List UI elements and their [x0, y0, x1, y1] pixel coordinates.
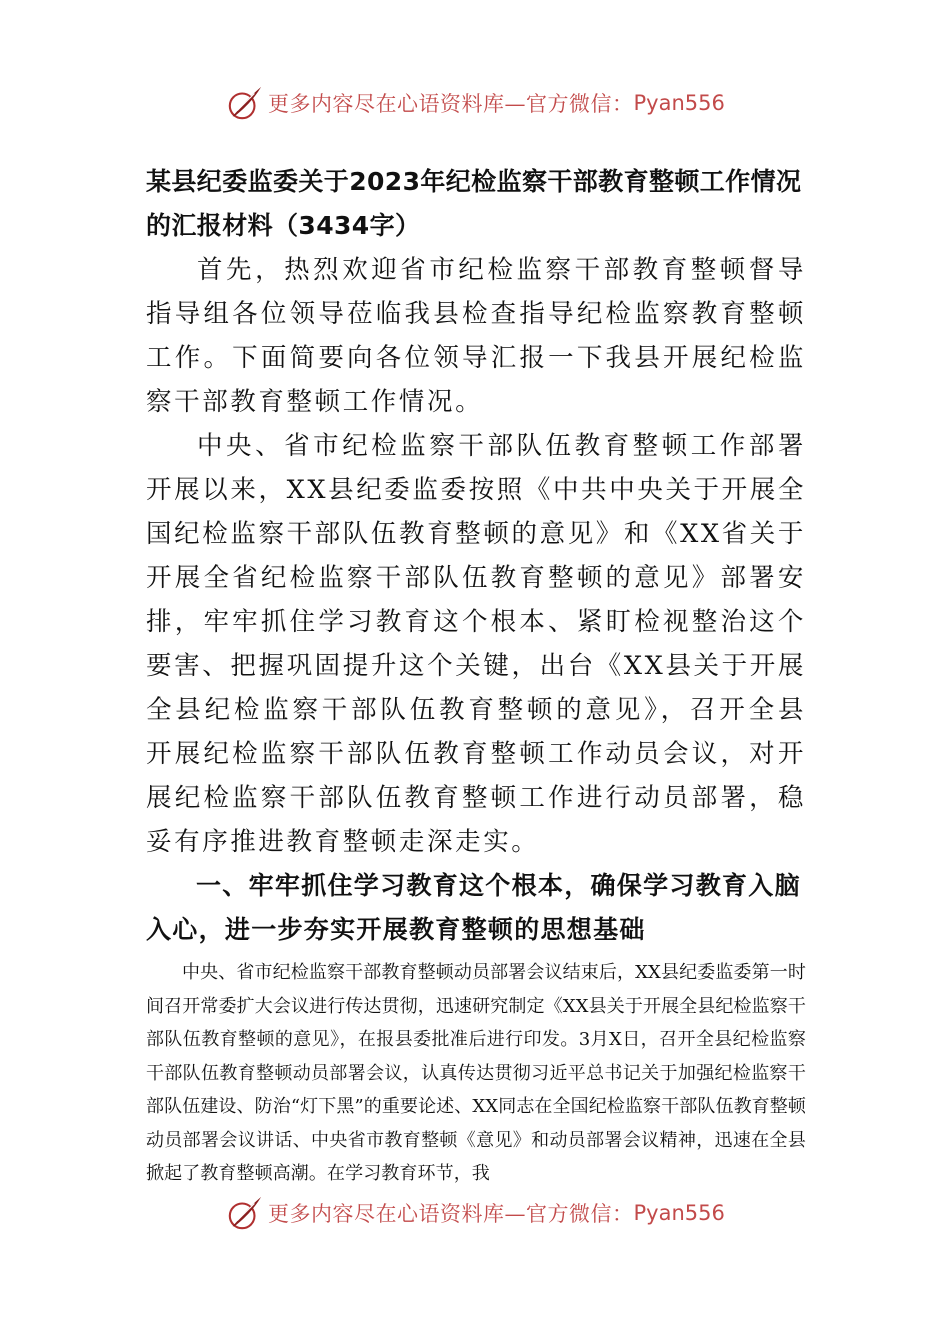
quill-logo-icon [226, 84, 264, 122]
intro-paragraph: 首先，热烈欢迎省市纪检监察干部教育整顿督导指导组各位领导莅临我县检查指导纪检监察教育整顿工作。下面简要向各位领导汇报一下我县开展纪检监察干部教育整顿工作情况。 [146, 255, 806, 417]
document-title: 某县纪委监委关于2023年纪检监察干部教育整顿工作情况的汇报材料（3434字） [146, 167, 802, 240]
section-body-paragraph: 中央、省市纪检监察干部教育整顿动员部署会议结束后，XX县纪委监委第一时间召开常委扩大会议进行传达贯彻，迅速研究制定《XX县关于开展全县纪检监察干部队伍教育整顿的意见》，在报县委批准后进行印发。3月X日，召开全县纪检监察干部队伍教育整顿动员部署会议，认真传达贯彻习近平总书记关于加强纪检监察干部队伍建设、防治“灯下黑”的重要论述、XX同志在全国纪检监察干部队伍教育整顿动员部署会议讲话、中央省市教育整顿《意见》和动员部署会议精神，迅速在全县掀起了教育整顿高潮。在学习教育环节，我 [146, 962, 806, 1184]
banner-text: 更多内容尽在心语资料库—官方微信： [268, 1202, 634, 1226]
banner-wechat-id: Pyan556 [633, 1201, 725, 1225]
header-watermark-banner [226, 83, 725, 123]
background-paragraph: 中央、省市纪检监察干部队伍教育整顿工作部署开展以来，XX县纪委监委按照《中共中央关于开展全国纪检监察干部队伍教育整顿的意见》和《XX省关于开展全省纪检监察干部队伍教育整顿的意见》部署安排，牢牢抓住学习教育这个根本、紧盯检视整治这个要害、把握巩固提升这个关键，出台《XX县关于开展全县纪检监察干部队伍教育整顿的意见》，召开全县开展纪检监察干部队伍教育整顿工作动员会议，对开展纪检监察干部队伍教育整顿工作进行动员部署，稳妥有序推进教育整顿走深走实。 [146, 431, 806, 857]
section-heading: 一、牢牢抓住学习教育这个根本，确保学习教育入脑入心，进一步夯实开展教育整顿的思想基础 [146, 871, 801, 944]
banner-text: 更多内容尽在心语资料库—官方微信： [268, 92, 634, 116]
banner-wechat-id: Pyan556 [633, 91, 725, 115]
document-body [146, 160, 806, 1191]
footer-watermark-banner [226, 1193, 725, 1233]
quill-logo-icon [226, 1194, 264, 1232]
